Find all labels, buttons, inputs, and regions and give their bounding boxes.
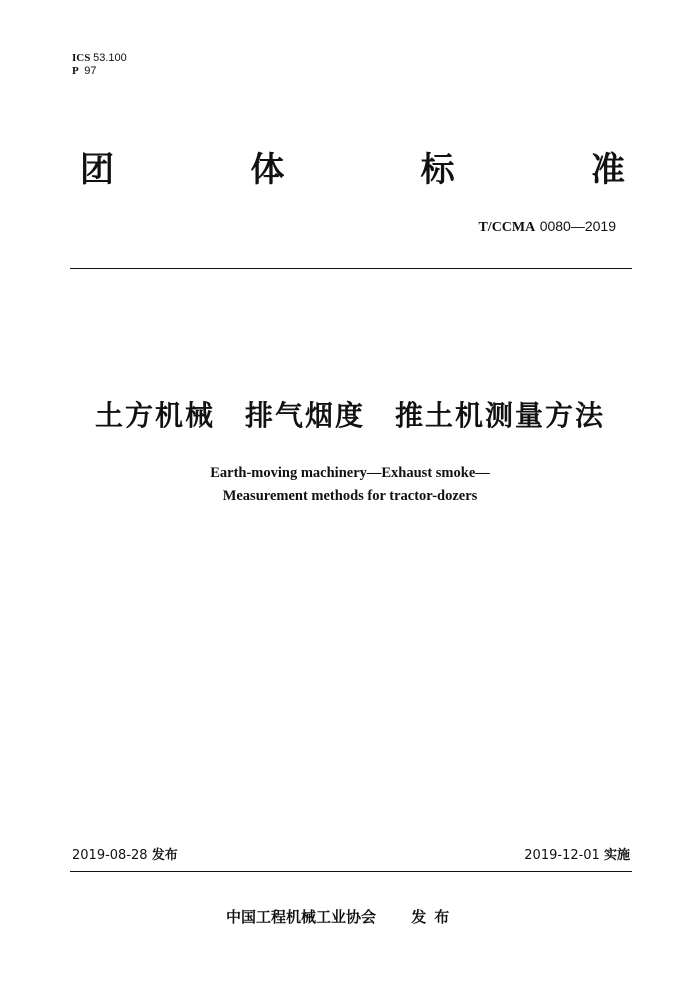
standard-type-heading xyxy=(80,150,625,190)
implement-date xyxy=(524,847,630,865)
standard-number-code: 0080—2019 xyxy=(539,218,616,234)
title-english-line-1: Earth-moving machinery—Exhaust smoke— xyxy=(210,465,490,481)
footer-divider xyxy=(70,871,632,872)
title-english-line-2: Measurement methods for tractor-dozers xyxy=(222,488,478,504)
classification-codes xyxy=(72,52,127,78)
ics-code xyxy=(72,52,127,65)
ics-value: 53.100 xyxy=(93,52,127,64)
issue-date-value: 2019-08-28 xyxy=(72,848,148,863)
issue-date-label: 发布 xyxy=(151,848,178,863)
ccs-code xyxy=(72,65,127,78)
publisher xyxy=(226,907,457,927)
standard-type-char: 准 xyxy=(590,150,625,190)
ccs-label: P xyxy=(72,65,79,77)
ccs-value: 97 xyxy=(84,65,97,77)
implement-date-label: 实施 xyxy=(603,848,630,863)
title-english xyxy=(0,462,700,508)
title-chinese: 土方机械 排气烟度 推土机测量方法 xyxy=(94,399,605,432)
ics-label: ICS xyxy=(72,52,91,64)
standard-type-char: 标 xyxy=(420,150,455,190)
issue-date xyxy=(72,847,178,865)
standard-type-char: 体 xyxy=(250,150,285,190)
standard-number-prefix: T/CCMA xyxy=(478,220,536,235)
standard-type-char: 团 xyxy=(80,150,114,190)
header-divider xyxy=(70,268,632,269)
publisher-label: 发布 xyxy=(411,908,458,926)
publisher-name: 中国工程机械工业协会 xyxy=(226,908,377,926)
standard-number xyxy=(478,218,616,236)
implement-date-value: 2019-12-01 xyxy=(524,848,600,863)
